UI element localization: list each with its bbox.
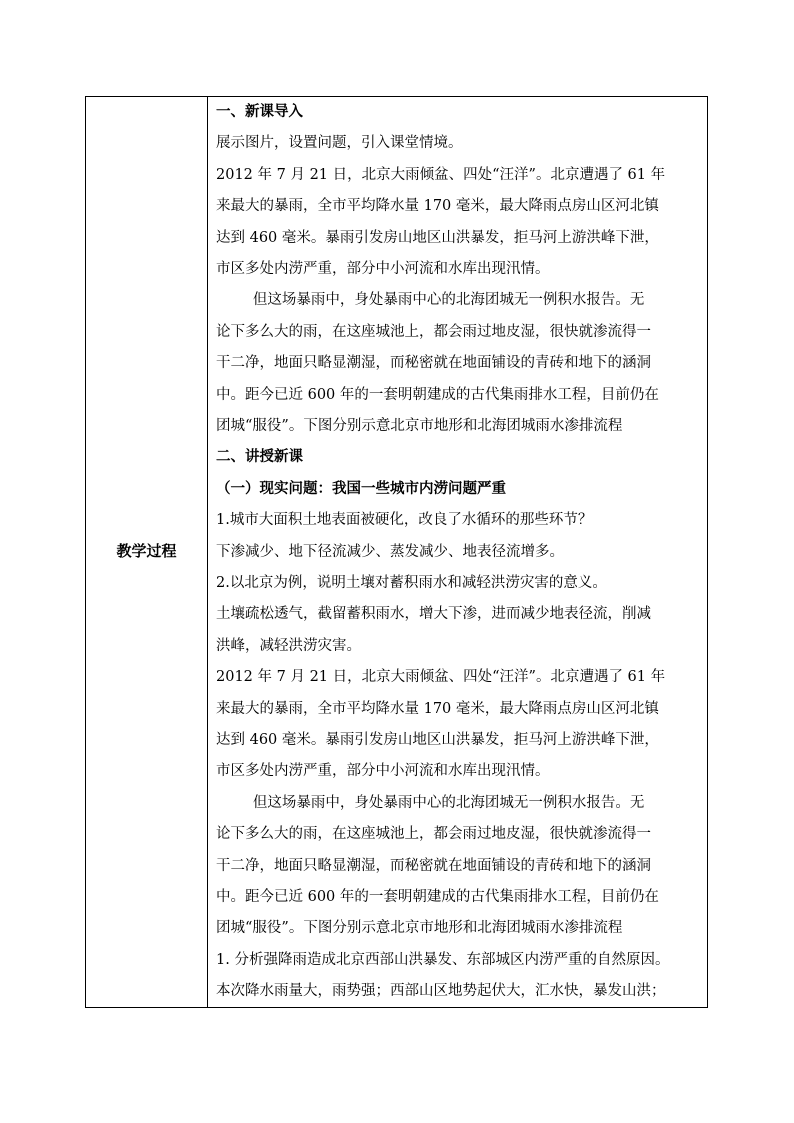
text-line: 论下多么大的雨，在这座城池上，都会雨过地皮湿，很快就渗流得一	[216, 323, 651, 340]
text-line: 土壤疏松透气，截留蓄积雨水，增大下渗，进而减少地表径流，削减	[216, 606, 651, 623]
text-line: 本次降水雨量大，雨势强；西部山区地势起伏大，汇水快，暴发山洪；	[216, 983, 666, 1000]
text-line: 洪峰，减轻洪涝灾害。	[216, 637, 361, 654]
section-heading: 一、新课导入	[216, 104, 303, 120]
text-line: 市区多处内涝严重，部分中小河流和水库出现汛情。	[216, 261, 550, 277]
text-line: 干二净，地面只略显潮湿，而秘密就在地面铺设的青砖和地下的涵洞	[216, 857, 651, 874]
text-line: 团城“服役”。下图分别示意北京市地形和北海团城雨水渗排流程	[216, 418, 623, 434]
text-line: 来最大的暴雨，全市平均降水量 170 毫米，最大降雨点房山区河北镇	[216, 198, 659, 215]
column-divider	[207, 97, 208, 1007]
lesson-table	[85, 96, 708, 1008]
section-label: 教学过程	[116, 542, 177, 560]
text-line: 达到 460 毫米。暴雨引发房山地区山洪暴发，拒马河上游洪峰下泄，	[216, 732, 659, 748]
text-line: 中。距今已近 600 年的一套明朝建成的古代集雨排水工程，目前仍在	[216, 386, 659, 403]
text-line: 中。距今已近 600 年的一套明朝建成的古代集雨排水工程，目前仍在	[216, 889, 659, 905]
text-line: 1.城市大面积土地表面被硬化，改良了水循环的那些环节？	[216, 512, 593, 529]
text-line: 2012 年 7 月 21 日，北京大雨倾盆、四处“汪洋”。北京遭遇了 61 年	[216, 669, 666, 686]
text-line: 干二净，地面只略显潮湿，而秘密就在地面铺设的青砖和地下的涵洞	[216, 355, 651, 372]
text-line: 2.以北京为例，说明土壤对蓄积雨水和减轻洪涝灾害的意义。	[216, 575, 607, 591]
text-line: 团城“服役”。下图分别示意北京市地形和北海团城雨水渗排流程	[216, 920, 623, 937]
text-line: 2012 年 7 月 21 日，北京大雨倾盆、四处“汪洋”。北京遭遇了 61 年	[216, 166, 666, 183]
text-line: 但这场暴雨中，身处暴雨中心的北海团城无一例积水报告。无	[216, 794, 645, 811]
text-line: 下渗减少、地下径流减少、蒸发减少、地表径流增多。	[216, 543, 564, 560]
text-line: 展示图片，设置问题，引入课堂情境。	[216, 135, 463, 152]
text-line: 论下多么大的雨，在这座城池上，都会雨过地皮湿，很快就渗流得一	[216, 826, 651, 843]
text-line: 但这场暴雨中，身处暴雨中心的北海团城无一例积水报告。无	[216, 292, 645, 309]
text-line: 1. 分析强降雨造成北京西部山洪暴发、东部城区内涝严重的自然原因。	[216, 951, 670, 968]
text-line: 来最大的暴雨，全市平均降水量 170 毫米，最大降雨点房山区河北镇	[216, 700, 659, 717]
section-heading: （一）现实问题：我国一些城市内涝问题严重	[216, 480, 506, 497]
section-heading: 二、讲授新课	[216, 449, 303, 466]
text-line: 达到 460 毫米。暴雨引发房山地区山洪暴发，拒马河上游洪峰下泄，	[216, 229, 659, 246]
text-line: 市区多处内涝严重，部分中小河流和水库出现汛情。	[216, 763, 550, 780]
